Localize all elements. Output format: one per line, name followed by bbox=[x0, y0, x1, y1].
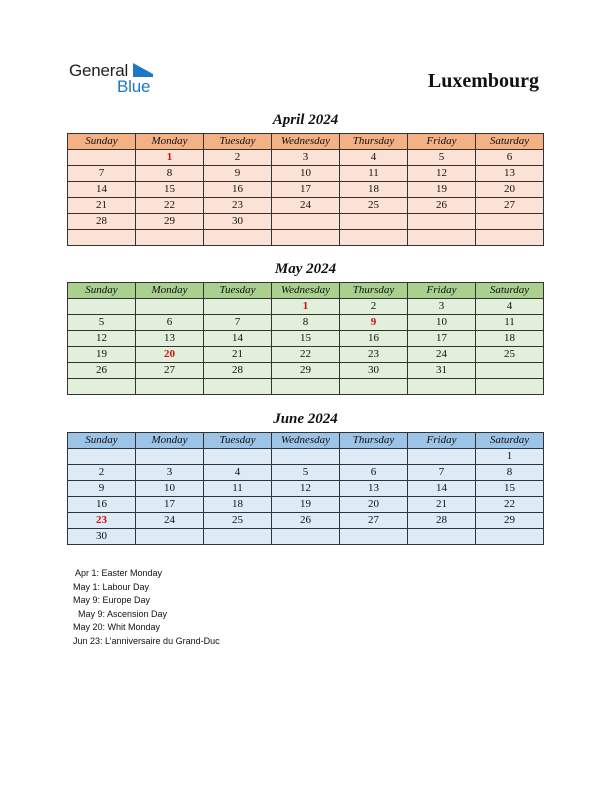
day-cell: 28 bbox=[68, 214, 136, 230]
day-cell: 10 bbox=[136, 481, 204, 497]
day-cell: 16 bbox=[340, 331, 408, 347]
day-cell: 11 bbox=[340, 166, 408, 182]
holiday-item: May 20: Whit Monday bbox=[73, 622, 161, 633]
day-cell: 3 bbox=[136, 465, 204, 481]
day-cell: 14 bbox=[408, 481, 476, 497]
weekday-header-row bbox=[68, 134, 544, 150]
empty-day-cell bbox=[204, 299, 272, 315]
day-cell: 29 bbox=[476, 513, 544, 529]
day-cell: 9 bbox=[204, 166, 272, 182]
day-cell: 19 bbox=[68, 347, 136, 363]
month-title-june: June 2024 bbox=[273, 411, 338, 427]
empty-day-cell bbox=[340, 449, 408, 465]
week-row bbox=[68, 182, 544, 198]
weekday-header-row bbox=[68, 433, 544, 449]
empty-day-cell bbox=[408, 214, 476, 230]
week-row bbox=[68, 465, 544, 481]
day-cell: 8 bbox=[476, 465, 544, 481]
day-cell: 17 bbox=[272, 182, 340, 198]
empty-day-cell bbox=[136, 379, 204, 395]
logo bbox=[69, 61, 159, 97]
empty-day-cell bbox=[408, 230, 476, 246]
day-cell: 28 bbox=[204, 363, 272, 379]
empty-day-cell bbox=[476, 230, 544, 246]
weekday-header: Tuesday bbox=[204, 433, 272, 449]
day-cell: 30 bbox=[68, 529, 136, 545]
weekday-header: Friday bbox=[408, 134, 476, 150]
day-cell: 9 bbox=[68, 481, 136, 497]
day-cell: 20 bbox=[476, 182, 544, 198]
day-cell: 29 bbox=[136, 214, 204, 230]
calendar-april bbox=[67, 133, 544, 246]
day-cell: 20 bbox=[340, 497, 408, 513]
day-cell: 27 bbox=[340, 513, 408, 529]
day-cell: 4 bbox=[204, 465, 272, 481]
holiday-day-cell: 23 bbox=[68, 513, 136, 529]
day-cell: 1 bbox=[476, 449, 544, 465]
day-cell: 21 bbox=[68, 198, 136, 214]
week-row bbox=[68, 166, 544, 182]
day-cell: 30 bbox=[204, 214, 272, 230]
empty-day-cell bbox=[408, 529, 476, 545]
day-cell: 26 bbox=[408, 198, 476, 214]
day-cell: 26 bbox=[272, 513, 340, 529]
day-cell: 15 bbox=[136, 182, 204, 198]
day-cell: 24 bbox=[136, 513, 204, 529]
country-title: Luxembourg bbox=[427, 70, 539, 92]
empty-day-cell bbox=[272, 529, 340, 545]
day-cell: 25 bbox=[340, 198, 408, 214]
day-cell: 7 bbox=[408, 465, 476, 481]
empty-day-cell bbox=[68, 230, 136, 246]
logo-blue-text: Blue bbox=[117, 77, 151, 96]
day-cell: 14 bbox=[68, 182, 136, 198]
holiday-item: May 1: Labour Day bbox=[73, 581, 150, 592]
day-cell: 31 bbox=[408, 363, 476, 379]
holiday-item: Apr 1: Easter Monday bbox=[73, 568, 163, 578]
holiday-list bbox=[73, 567, 220, 649]
empty-day-cell bbox=[272, 230, 340, 246]
weekday-header: Wednesday bbox=[272, 433, 340, 449]
day-cell: 5 bbox=[272, 465, 340, 481]
day-cell: 18 bbox=[204, 497, 272, 513]
weekday-header: Sunday bbox=[68, 283, 136, 299]
weekday-header: Thursday bbox=[340, 433, 408, 449]
day-cell: 2 bbox=[340, 299, 408, 315]
weekday-header: Friday bbox=[408, 283, 476, 299]
day-cell: 16 bbox=[68, 497, 136, 513]
empty-day-cell bbox=[136, 449, 204, 465]
week-row bbox=[68, 363, 544, 379]
empty-day-cell bbox=[272, 379, 340, 395]
weekday-header: Monday bbox=[136, 134, 204, 150]
weekday-header: Thursday bbox=[340, 134, 408, 150]
day-cell: 2 bbox=[68, 465, 136, 481]
day-cell: 24 bbox=[272, 198, 340, 214]
day-cell: 18 bbox=[476, 331, 544, 347]
day-cell: 10 bbox=[272, 166, 340, 182]
weekday-header: Saturday bbox=[476, 134, 544, 150]
empty-day-cell bbox=[272, 214, 340, 230]
empty-day-cell bbox=[136, 529, 204, 545]
day-cell: 15 bbox=[476, 481, 544, 497]
week-row bbox=[68, 331, 544, 347]
day-cell: 24 bbox=[408, 347, 476, 363]
weekday-header: Tuesday bbox=[204, 283, 272, 299]
calendar-may bbox=[67, 282, 544, 395]
day-cell: 12 bbox=[272, 481, 340, 497]
day-cell: 15 bbox=[272, 331, 340, 347]
day-cell: 18 bbox=[340, 182, 408, 198]
day-cell: 11 bbox=[204, 481, 272, 497]
day-cell: 17 bbox=[408, 331, 476, 347]
weekday-header: Monday bbox=[136, 433, 204, 449]
day-cell: 19 bbox=[408, 182, 476, 198]
empty-day-cell bbox=[476, 214, 544, 230]
day-cell: 5 bbox=[68, 315, 136, 331]
empty-day-cell bbox=[204, 230, 272, 246]
day-cell: 12 bbox=[68, 331, 136, 347]
holiday-day-cell: 9 bbox=[340, 315, 408, 331]
empty-day-cell bbox=[136, 230, 204, 246]
day-cell: 16 bbox=[204, 182, 272, 198]
weekday-header-row bbox=[68, 283, 544, 299]
calendar-june bbox=[67, 432, 544, 545]
week-row bbox=[68, 214, 544, 230]
holiday-item: Jun 23: L’anniversaire du Grand-Duc bbox=[73, 635, 220, 646]
day-cell: 13 bbox=[476, 166, 544, 182]
empty-day-cell bbox=[340, 214, 408, 230]
logo-flag-icon bbox=[133, 63, 153, 77]
day-cell: 4 bbox=[340, 150, 408, 166]
day-cell: 21 bbox=[204, 347, 272, 363]
empty-day-cell bbox=[408, 379, 476, 395]
day-cell: 10 bbox=[408, 315, 476, 331]
week-row bbox=[68, 315, 544, 331]
empty-day-cell bbox=[68, 299, 136, 315]
day-cell: 28 bbox=[408, 513, 476, 529]
day-cell: 27 bbox=[476, 198, 544, 214]
day-cell: 13 bbox=[340, 481, 408, 497]
empty-day-cell bbox=[476, 529, 544, 545]
day-cell: 21 bbox=[408, 497, 476, 513]
day-cell: 23 bbox=[340, 347, 408, 363]
day-cell: 30 bbox=[340, 363, 408, 379]
day-cell: 5 bbox=[408, 150, 476, 166]
day-cell: 6 bbox=[340, 465, 408, 481]
day-cell: 22 bbox=[476, 497, 544, 513]
holiday-item: May 9: Europe Day bbox=[73, 595, 151, 606]
day-cell: 25 bbox=[204, 513, 272, 529]
week-row bbox=[68, 379, 544, 395]
empty-day-cell bbox=[204, 449, 272, 465]
month-title-may: May 2024 bbox=[274, 261, 337, 277]
weekday-header: Thursday bbox=[340, 283, 408, 299]
day-cell: 7 bbox=[204, 315, 272, 331]
empty-day-cell bbox=[340, 230, 408, 246]
day-cell: 27 bbox=[136, 363, 204, 379]
day-cell: 13 bbox=[136, 331, 204, 347]
week-row bbox=[68, 299, 544, 315]
weekday-header: Sunday bbox=[68, 433, 136, 449]
empty-day-cell bbox=[476, 379, 544, 395]
month-title-april: April 2024 bbox=[272, 112, 339, 128]
day-cell: 25 bbox=[476, 347, 544, 363]
day-cell: 3 bbox=[272, 150, 340, 166]
day-cell: 6 bbox=[136, 315, 204, 331]
week-row bbox=[68, 449, 544, 465]
weekday-header: Tuesday bbox=[204, 134, 272, 150]
empty-day-cell bbox=[68, 150, 136, 166]
empty-day-cell bbox=[68, 449, 136, 465]
empty-day-cell bbox=[204, 529, 272, 545]
holiday-day-cell: 1 bbox=[136, 150, 204, 166]
day-cell: 17 bbox=[136, 497, 204, 513]
weekday-header: Sunday bbox=[68, 134, 136, 150]
logo-general-text: General bbox=[69, 61, 129, 80]
week-row bbox=[68, 230, 544, 246]
empty-day-cell bbox=[136, 299, 204, 315]
empty-day-cell bbox=[340, 379, 408, 395]
day-cell: 12 bbox=[408, 166, 476, 182]
day-cell: 8 bbox=[272, 315, 340, 331]
weekday-header: Friday bbox=[408, 433, 476, 449]
weekday-header: Saturday bbox=[476, 433, 544, 449]
week-row bbox=[68, 347, 544, 363]
day-cell: 22 bbox=[272, 347, 340, 363]
holiday-day-cell: 20 bbox=[136, 347, 204, 363]
day-cell: 8 bbox=[136, 166, 204, 182]
holiday-item: May 9: Ascension Day bbox=[73, 608, 168, 619]
day-cell: 6 bbox=[476, 150, 544, 166]
day-cell: 4 bbox=[476, 299, 544, 315]
weekday-header: Saturday bbox=[476, 283, 544, 299]
week-row bbox=[68, 513, 544, 529]
week-row bbox=[68, 198, 544, 214]
empty-day-cell bbox=[68, 379, 136, 395]
empty-day-cell bbox=[408, 449, 476, 465]
day-cell: 26 bbox=[68, 363, 136, 379]
day-cell: 2 bbox=[204, 150, 272, 166]
week-row bbox=[68, 529, 544, 545]
week-row bbox=[68, 150, 544, 166]
day-cell: 11 bbox=[476, 315, 544, 331]
empty-day-cell bbox=[272, 449, 340, 465]
holiday-day-cell: 1 bbox=[272, 299, 340, 315]
day-cell: 22 bbox=[136, 198, 204, 214]
day-cell: 3 bbox=[408, 299, 476, 315]
empty-day-cell bbox=[476, 363, 544, 379]
day-cell: 14 bbox=[204, 331, 272, 347]
day-cell: 29 bbox=[272, 363, 340, 379]
weekday-header: Wednesday bbox=[272, 283, 340, 299]
weekday-header: Wednesday bbox=[272, 134, 340, 150]
day-cell: 7 bbox=[68, 166, 136, 182]
empty-day-cell bbox=[204, 379, 272, 395]
day-cell: 23 bbox=[204, 198, 272, 214]
week-row bbox=[68, 481, 544, 497]
weekday-header: Monday bbox=[136, 283, 204, 299]
empty-day-cell bbox=[340, 529, 408, 545]
week-row bbox=[68, 497, 544, 513]
day-cell: 19 bbox=[272, 497, 340, 513]
